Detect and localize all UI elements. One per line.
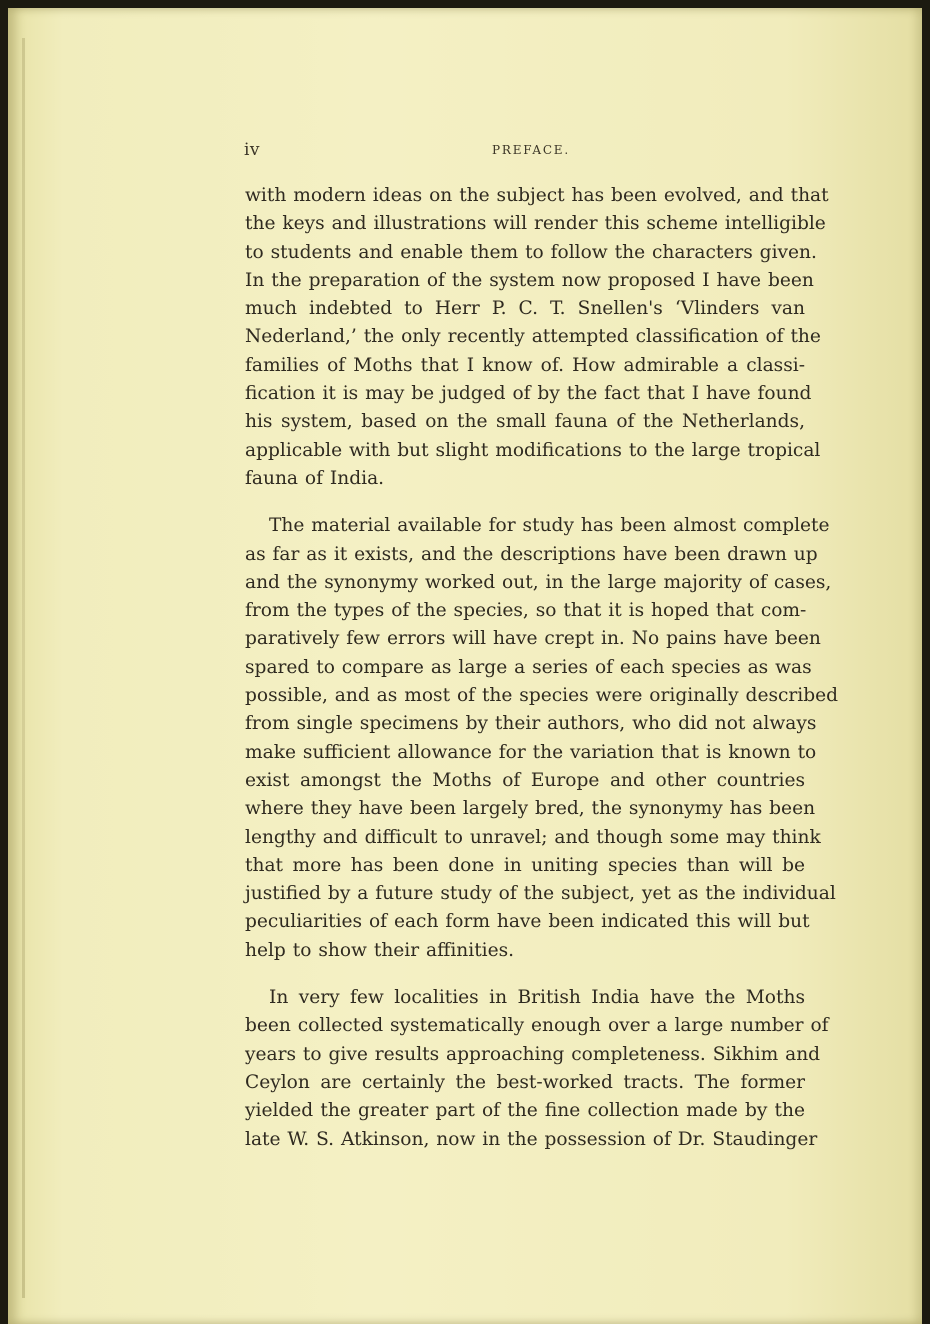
text-line: as far as it exists, and the descriptions have been drawn up [245, 543, 818, 565]
text-line: yielded the greater part of the fine collection made by the [245, 1100, 805, 1122]
text-line: where they have been largely bred, the synonymy has been [245, 798, 816, 820]
text-line: applicable with but slight modifications to the large tropical [245, 439, 821, 461]
text-line: with modern ideas on the subject has been evolved, and that [245, 185, 829, 206]
text-line: and the synonymy worked out, in the large majority of cases, [245, 571, 832, 593]
text-line: fication it is may be judged of by the fact that I have found [245, 383, 812, 405]
text-line: justified by a future study of the subject, yet as the individual [245, 883, 836, 905]
text-line: help to show their affinities. [245, 939, 515, 961]
body-text [245, 182, 839, 1154]
text-line: spared to compare as large a series of each species as was [245, 656, 812, 678]
text-line: possible, and as most of the species were originally described [245, 685, 839, 707]
text-line: from the types of the species, so that it is hoped that com- [245, 600, 807, 622]
text-line: his system, based on the small fauna of the Netherlands, [245, 411, 805, 433]
paragraph-2 [245, 512, 839, 965]
text-line: years to give results approaching completeness. Sikhim and [245, 1043, 821, 1065]
page-edge-shadow [22, 38, 25, 1298]
text-line: from single specimens by their authors, who did not always [245, 713, 817, 735]
text-line: late W. S. Atkinson, now in the possession of Dr. Staudinger [245, 1128, 818, 1150]
text-line: peculiarities of each form have been indicated this will but [245, 911, 810, 933]
page-number: iv [244, 140, 261, 160]
text-line: make sufficient allowance for the variation that is known to [245, 741, 817, 763]
text-line: been collected systematically enough over a large number of [245, 1015, 829, 1037]
text-line: lengthy and difficult to unravel; and though some may think [245, 826, 821, 848]
text-line: Ceylon are certainly the best-worked tracts. The former [245, 1071, 805, 1093]
text-line: The material available for study has been almost complete [269, 515, 830, 537]
text-line: paratively few errors will have crept in. No pains have been [245, 628, 821, 650]
paragraph-1 [245, 182, 829, 493]
running-head: PREFACE. [492, 143, 570, 157]
paragraph-3 [245, 984, 829, 1154]
text-line: In very few localities in British India have the Moths [269, 987, 805, 1009]
text-line: In the preparation of the system now proposed I have been [245, 269, 814, 291]
text-line: fauna of India. [245, 467, 385, 489]
text-line: much indebted to Herr P. C. T. Snellen's ‘Vlinders van [245, 298, 805, 320]
text-line: that more has been done in uniting species than will be [245, 854, 805, 876]
text-line: the keys and illustrations will render this scheme intelligible [245, 213, 826, 235]
book-page [8, 8, 922, 1324]
text-line: exist amongst the Moths of Europe and other countries [245, 769, 805, 791]
text-line: to students and enable them to follow the characters given. [245, 241, 817, 263]
text-line: families of Moths that I know of. How admirable a classi- [245, 354, 805, 376]
text-line: Nederland,’ the only recently attempted classification of the [245, 326, 821, 348]
